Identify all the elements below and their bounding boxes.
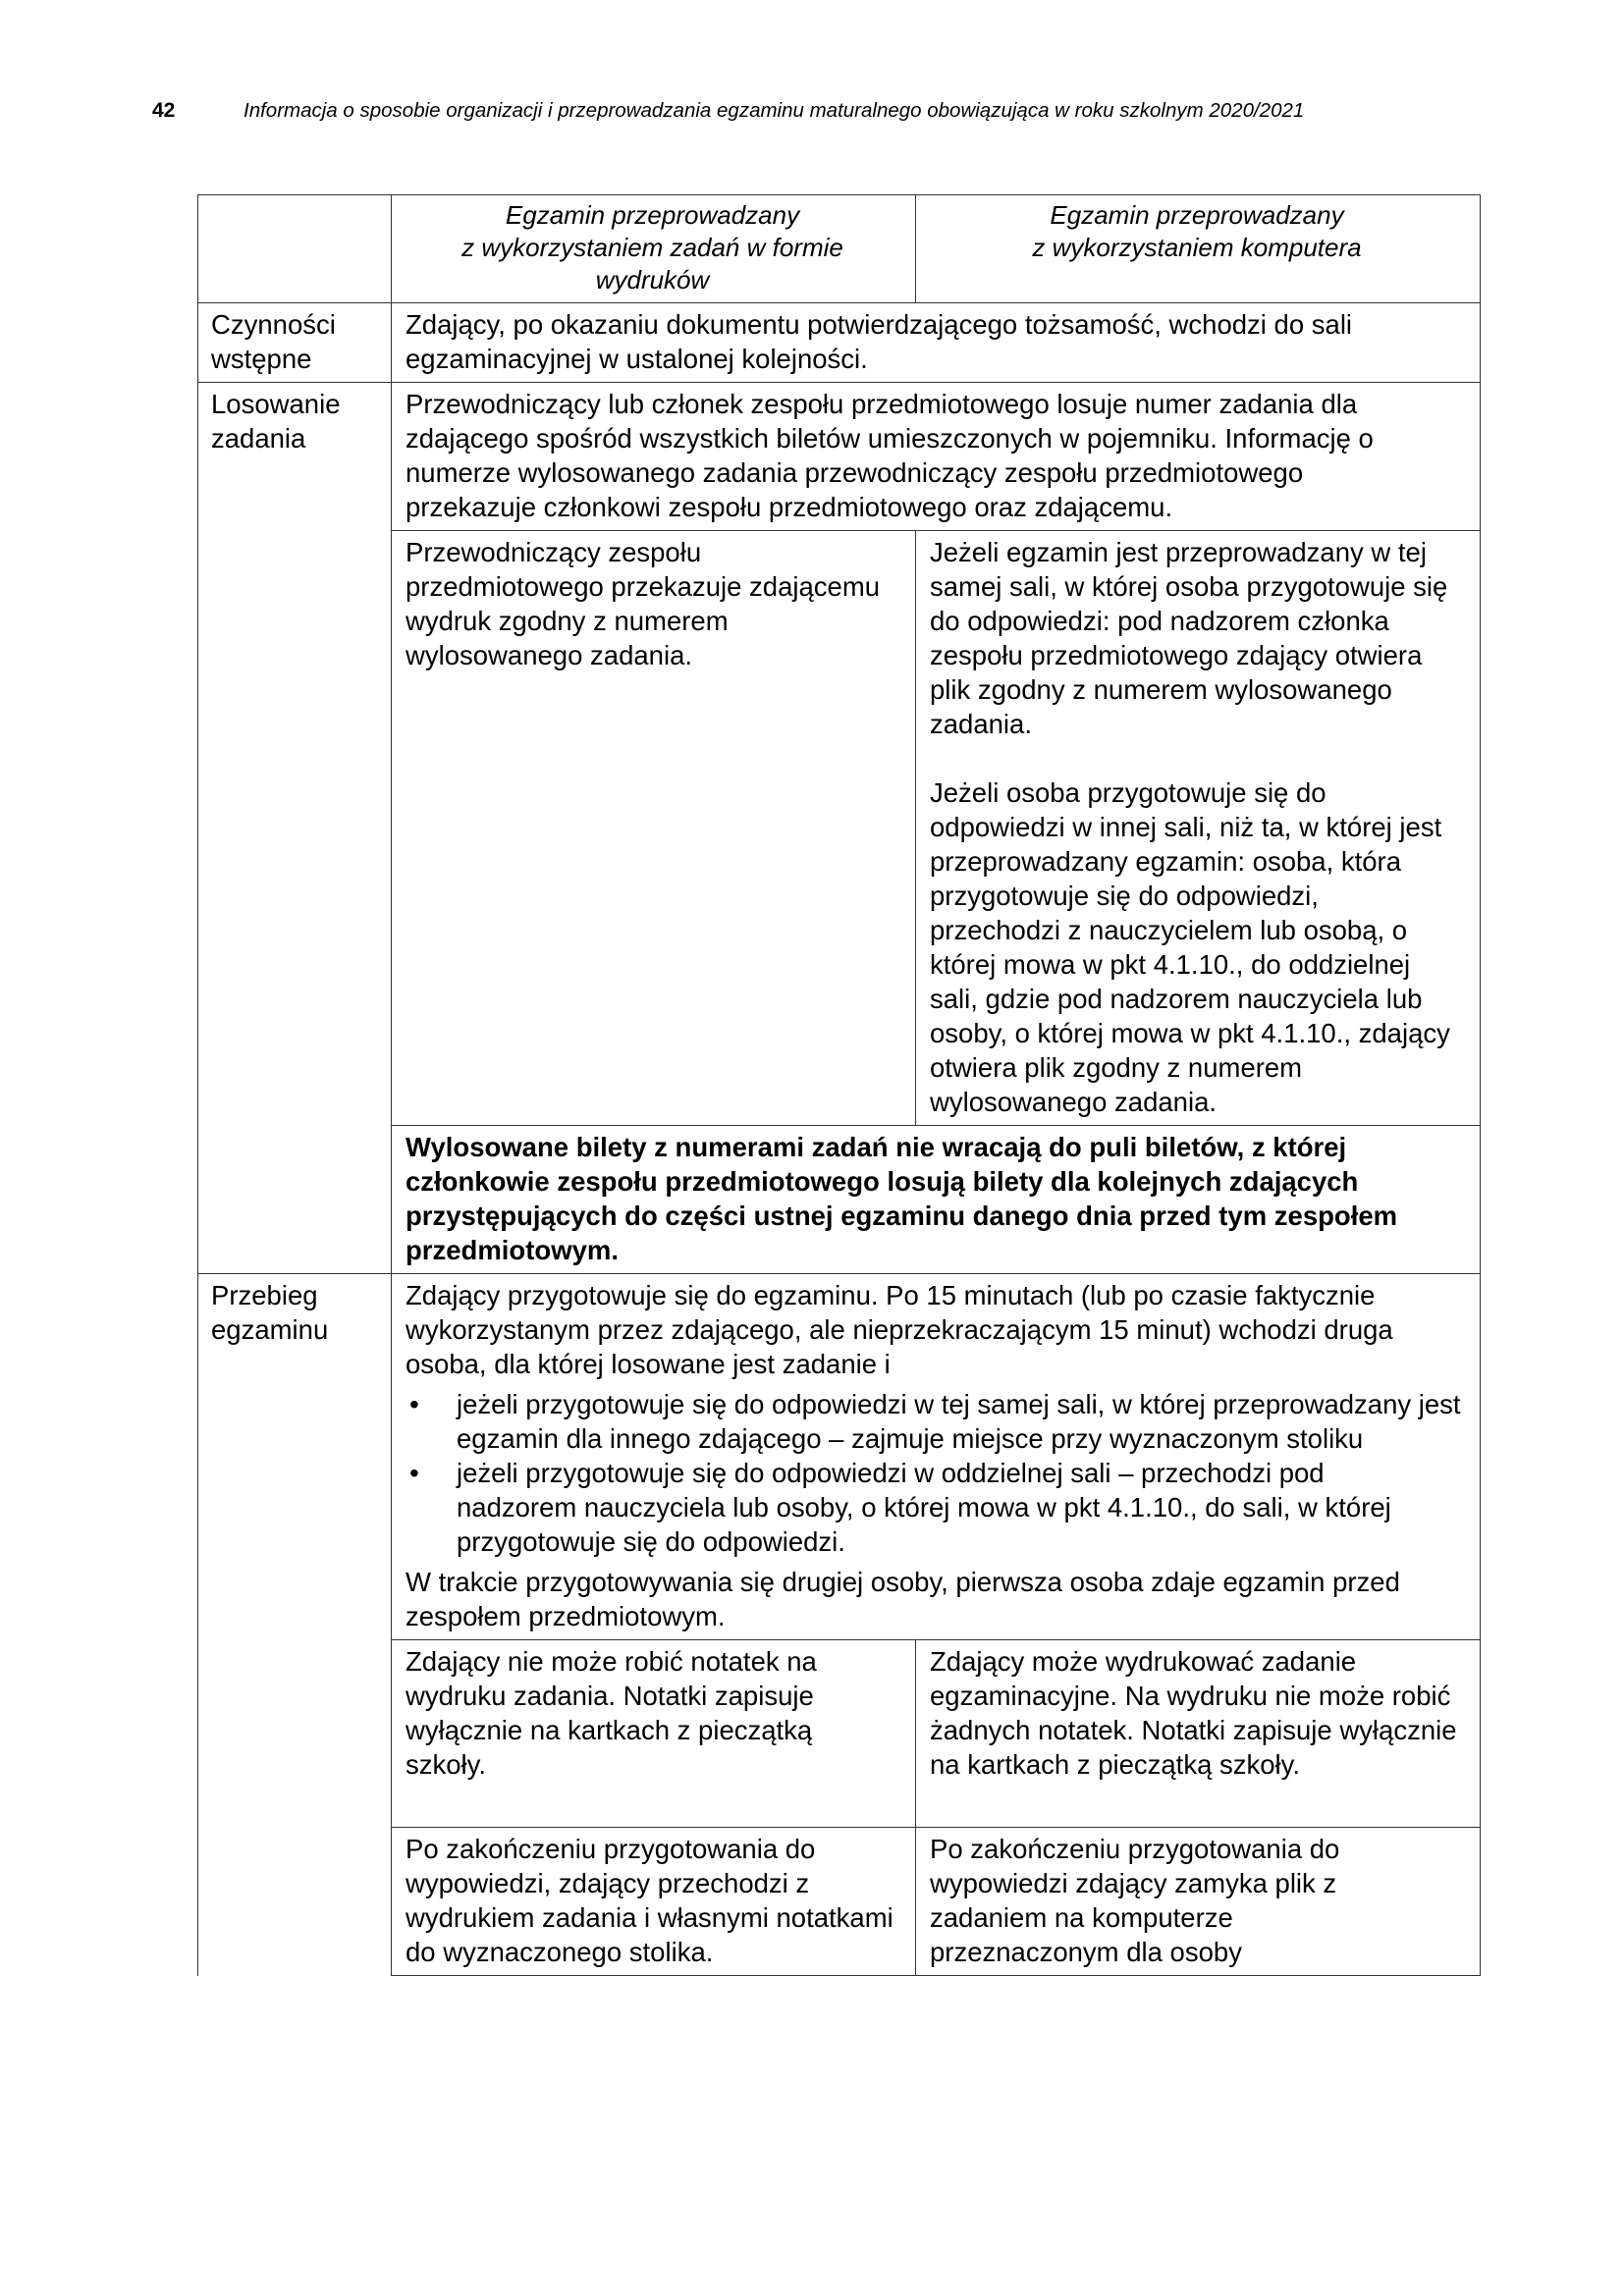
- paragraph-gap: [930, 741, 1450, 775]
- list-item: • jeżeli przygotowuje się do odpowiedzi w tej samej sali, w której przeprowadzany jest egzamin dla innego zdającego – zajmuje miejsce przy wyznaczonym stoliku: [406, 1387, 1466, 1456]
- end-computer-text: Po zakończeniu przygotowania do wypowiedzi zdający zamyka plik z zadaniem na komputerze przeznaczonym dla osoby: [916, 1828, 1481, 1976]
- header-text: z wykorzystaniem zadań w formie: [461, 233, 843, 262]
- row-label: [198, 303, 392, 383]
- przebieg-description: [392, 1274, 1481, 1640]
- notes-print-text: Zdający nie może robić notatek na wydruku zadania. Notatki zapisuje wyłącznie na kartkach z pieczątką szkoły.: [392, 1640, 916, 1828]
- header-text: Egzamin przeprowadzany: [1050, 200, 1344, 230]
- row-label-text: Przebieg: [211, 1280, 318, 1310]
- row-label-text: zadania: [211, 423, 306, 454]
- header-text: wydruków: [595, 265, 710, 294]
- table-header-row: [198, 195, 1481, 303]
- przebieg-outro: W trakcie przygotowywania się drugiej osoby, pierwsza osoba zdaje egzamin przed zespołem przedmiotowym.: [406, 1567, 1400, 1631]
- przebieg-intro: Zdający przygotowuje się do egzaminu. Po 15 minutach (lub po czasie faktycznie wykorzystanym przez zdającego, ale nieprzekraczającym 15 minut) wchodzi druga osoba, dla której losowane jest zadanie i: [406, 1280, 1393, 1379]
- exam-procedure-table: [197, 194, 1481, 1976]
- page-header: [152, 94, 1478, 128]
- row-label-text: Losowanie: [211, 389, 341, 419]
- computer-variant-cell: [916, 531, 1481, 1126]
- table-row-przebieg: [198, 1274, 1481, 1640]
- header-text: z wykorzystaniem komputera: [1032, 233, 1362, 262]
- running-title: Informacja o sposobie organizacji i przeprowadzania egzaminu maturalnego obowiązująca w roku szkolnym 2020/2021: [244, 99, 1305, 122]
- bold-note: Wylosowane bilety z numerami zadań nie wracają do puli biletów, z której członkowie zespołu przedmiotowego losują bilety dla kolejnych zdających przystępujących do części ustnej egzaminu danego dnia przed tym zespołem przedmiotowym.: [392, 1126, 1481, 1274]
- przebieg-bullet-list: [406, 1387, 1466, 1559]
- header-text: Egzamin przeprowadzany: [505, 200, 800, 230]
- row-label-text: Czynności: [211, 309, 336, 340]
- notes-computer-text: Zdający może wydrukować zadanie egzaminacyjne. Na wydruku nie może robić żadnych notatek. Notatki zapisuje wyłącznie na kartkach z pieczątką szkoły.: [916, 1640, 1481, 1828]
- header-empty-cell: [198, 195, 392, 303]
- list-item: • jeżeli przygotowuje się do odpowiedzi w oddzielnej sali – przechodzi pod nadzorem nauczyciela lub osoby, o której mowa w pkt 4.1.10., do sali, w której przygotowuje się do odpowiedzi.: [406, 1456, 1466, 1559]
- row-label: [198, 383, 392, 1274]
- header-print-exam: [392, 195, 916, 303]
- table-row-czynnosci: [198, 303, 1481, 383]
- table-row-losowanie: [198, 383, 1481, 531]
- row-label-text: wstępne: [211, 344, 312, 374]
- row-text: Przewodniczący lub członek zespołu przedmiotowego losuje numer zadania dla zdającego spośród wszystkich biletów umieszczonych w pojemniku. Informację o numerze wylosowanego zadania przewodniczący zespołu przedmiotowego przekazuje członkowi zespołu przedmiotowego oraz zdającemu.: [392, 383, 1481, 531]
- print-variant-text: Przewodniczący zespołu przedmiotowego przekazuje zdającemu wydruk zgodny z numerem wylosowanego zadania.: [392, 531, 916, 1126]
- row-text: Zdający, po okazaniu dokumentu potwierdzającego tożsamość, wchodzi do sali egzaminacyjnej w ustalonej kolejności.: [392, 303, 1481, 383]
- row-label-text: egzaminu: [211, 1314, 329, 1345]
- computer-variant-text-2: Jeżeli osoba przygotowuje się do odpowiedzi w innej sali, niż ta, w której jest przeprowadzany egzamin: osoba, która przygotowuje się do odpowiedzi, przechodzi z nauczycielem lub osobą, o której mowa w pkt 4.1.10., do oddzielnej sali, gdzie pod nadzorem nauczyciela lub osoby, o której mowa w pkt 4.1.10., zdający otwiera plik zgodny z numerem wylosowanego zadania.: [930, 777, 1450, 1117]
- end-print-text: Po zakończeniu przygotowania do wypowiedzi, zdający przechodzi z wydrukiem zadania i własnymi notatkami do wyznaczonego stolika.: [392, 1828, 916, 1976]
- row-label: [198, 1274, 392, 1976]
- page-number: 42: [152, 99, 176, 122]
- computer-variant-text-1: Jeżeli egzamin jest przeprowadzany w tej samej sali, w której osoba przygotowuje się do odpowiedzi: pod nadzorem członka zespołu przedmiotowego zdający otwiera plik zgodny z numerem wylosowanego zadania.: [930, 537, 1448, 739]
- header-computer-exam: [916, 195, 1481, 303]
